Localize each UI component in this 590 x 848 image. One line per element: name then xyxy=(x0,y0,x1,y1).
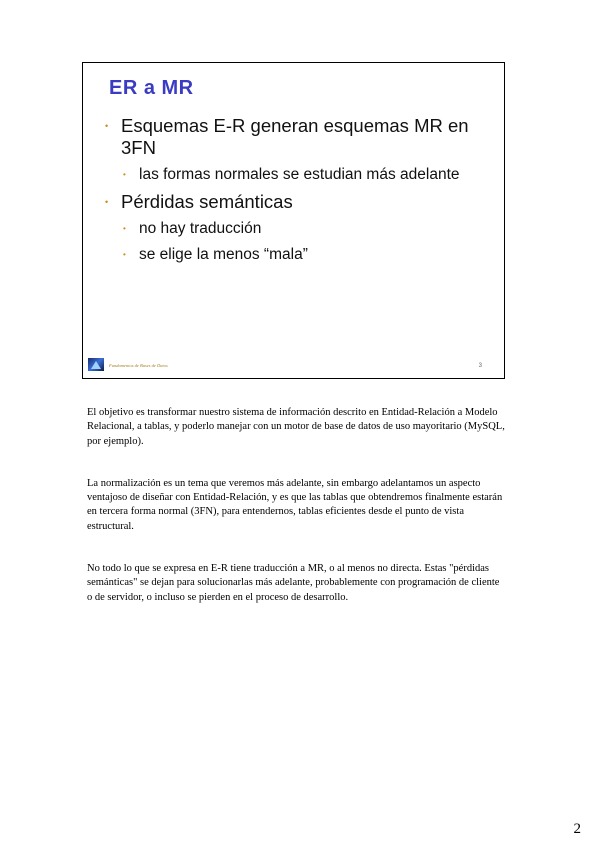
slide-title: ER a MR xyxy=(109,77,194,99)
bullet-dot-icon: • xyxy=(123,224,126,233)
bullet-dot-icon: • xyxy=(105,121,109,131)
speaker-notes xyxy=(87,406,507,633)
notes-paragraph: No todo lo que se expresa en E-R tiene traducción a MR, o al menos no directa. Estas "pérdidas semánticas" se dejan para solucionarlas más adelante, probablemente con programación de cliente o de servidor, o incluso se pierden en el proceso de desarrollo. xyxy=(87,563,500,603)
slide-bullet-list xyxy=(105,115,500,271)
slide-bullet xyxy=(105,115,500,159)
page-number: 2 xyxy=(573,821,581,837)
slide-bullet xyxy=(105,191,500,213)
slide-sub-bullet xyxy=(123,165,500,185)
slide-logo-icon xyxy=(88,358,104,371)
notes-paragraph: El objetivo es transformar nuestro sistema de información descrito en Entidad-Relación a Modelo Relacional, a tablas, y poderlo manejar con un motor de base de datos de uso mayoritario (MySQL, por ejemplo). xyxy=(87,407,505,447)
bullet-dot-icon: • xyxy=(123,250,126,259)
slide-sub-bullet-text: no hay traducción xyxy=(139,220,262,237)
notes-paragraph: La normalización es un tema que veremos más adelante, sin embargo adelantamos un aspecto ventajoso de diseñar con Entidad-Relación, y es que las tablas que obtendremos finalmente estarán en tercera forma normal (3FN), para entendernos, tablas eficientes desde el punto de vista estructural. xyxy=(87,477,503,532)
slide-bullet-text: Pérdidas semánticas xyxy=(121,191,293,212)
bullet-dot-icon: • xyxy=(123,170,126,179)
slide-sub-bullet xyxy=(123,245,500,265)
slide-thumbnail xyxy=(82,62,505,379)
slide-bullet-text: Esquemas E-R generan esquemas MR en 3FN xyxy=(121,115,469,158)
slide-sub-bullet-text: las formas normales se estudian más adelante xyxy=(139,166,460,183)
bullet-dot-icon: • xyxy=(105,197,109,207)
slide-sub-bullet-text: se elige la menos “mala” xyxy=(139,246,308,263)
slide-sub-bullet xyxy=(123,219,500,239)
slide-number: 3 xyxy=(478,363,482,369)
slide-footer-text: Fundamentos de Bases de Datos xyxy=(109,363,168,368)
